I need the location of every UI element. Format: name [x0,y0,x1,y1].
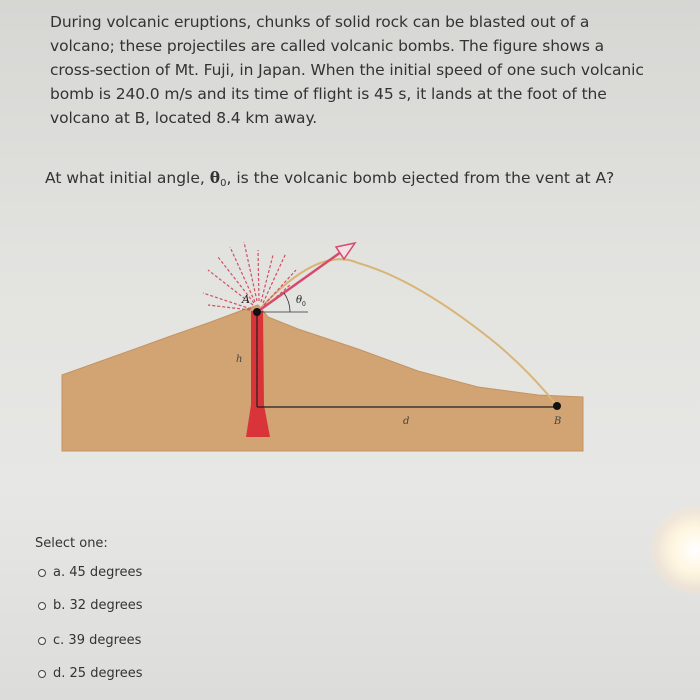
radio-button-icon[interactable] [38,637,46,645]
radio-button-icon[interactable] [38,569,46,577]
option-text: 25 degrees [69,666,143,681]
label-B: B [554,416,562,427]
label-A: A [242,293,250,306]
question-line: volcano at B, located 8.4 km away. [50,109,318,127]
option-letter: d. [53,666,66,681]
radio-button-icon[interactable] [38,670,46,678]
label-h: h [236,354,243,365]
question-prompt [45,166,685,196]
answer-option-c[interactable] [38,633,141,648]
option-letter: c. [53,633,65,648]
option-letter: b. [53,598,66,613]
answer-option-b[interactable] [38,598,143,613]
angle-arc [284,293,290,312]
volcano-diagram [58,225,588,460]
option-text: 32 degrees [69,598,143,613]
label-theta: θ [296,295,303,306]
answer-option-a[interactable] [38,565,142,580]
theta-subscript: 0 [220,178,227,189]
theta-symbol: θ [209,168,221,187]
point-A [253,308,261,316]
question-line: During volcanic eruptions, chunks of solid rock can be blasted out of a [50,13,590,31]
question-line: volcano; these projectiles are called volcanic bombs. The figure shows a [50,37,605,55]
point-B [553,402,561,410]
question-line: cross-section of Mt. Fuji, in Japan. When the initial speed of one such volcanic [50,61,644,79]
radio-button-icon[interactable] [38,602,46,610]
select-one-label: Select one: [35,536,108,551]
label-d: d [403,416,410,427]
option-text: 39 degrees [68,633,142,648]
question-line: bomb is 240.0 m/s and its time of flight is 45 s, it lands at the foot of the [50,85,607,103]
answer-option-d[interactable] [38,666,143,681]
prompt-text-end: , is the volcanic bomb ejected from the vent at A? [226,169,615,187]
screen-glare [650,505,700,595]
option-text: 45 degrees [69,565,143,580]
label-theta-sub: 0 [302,301,306,308]
option-letter: a. [53,565,66,580]
velocity-arrow-head [336,243,355,259]
volcano-cross-section [62,305,583,451]
question-text [50,10,690,130]
prompt-text-start: At what initial angle, [45,169,205,187]
